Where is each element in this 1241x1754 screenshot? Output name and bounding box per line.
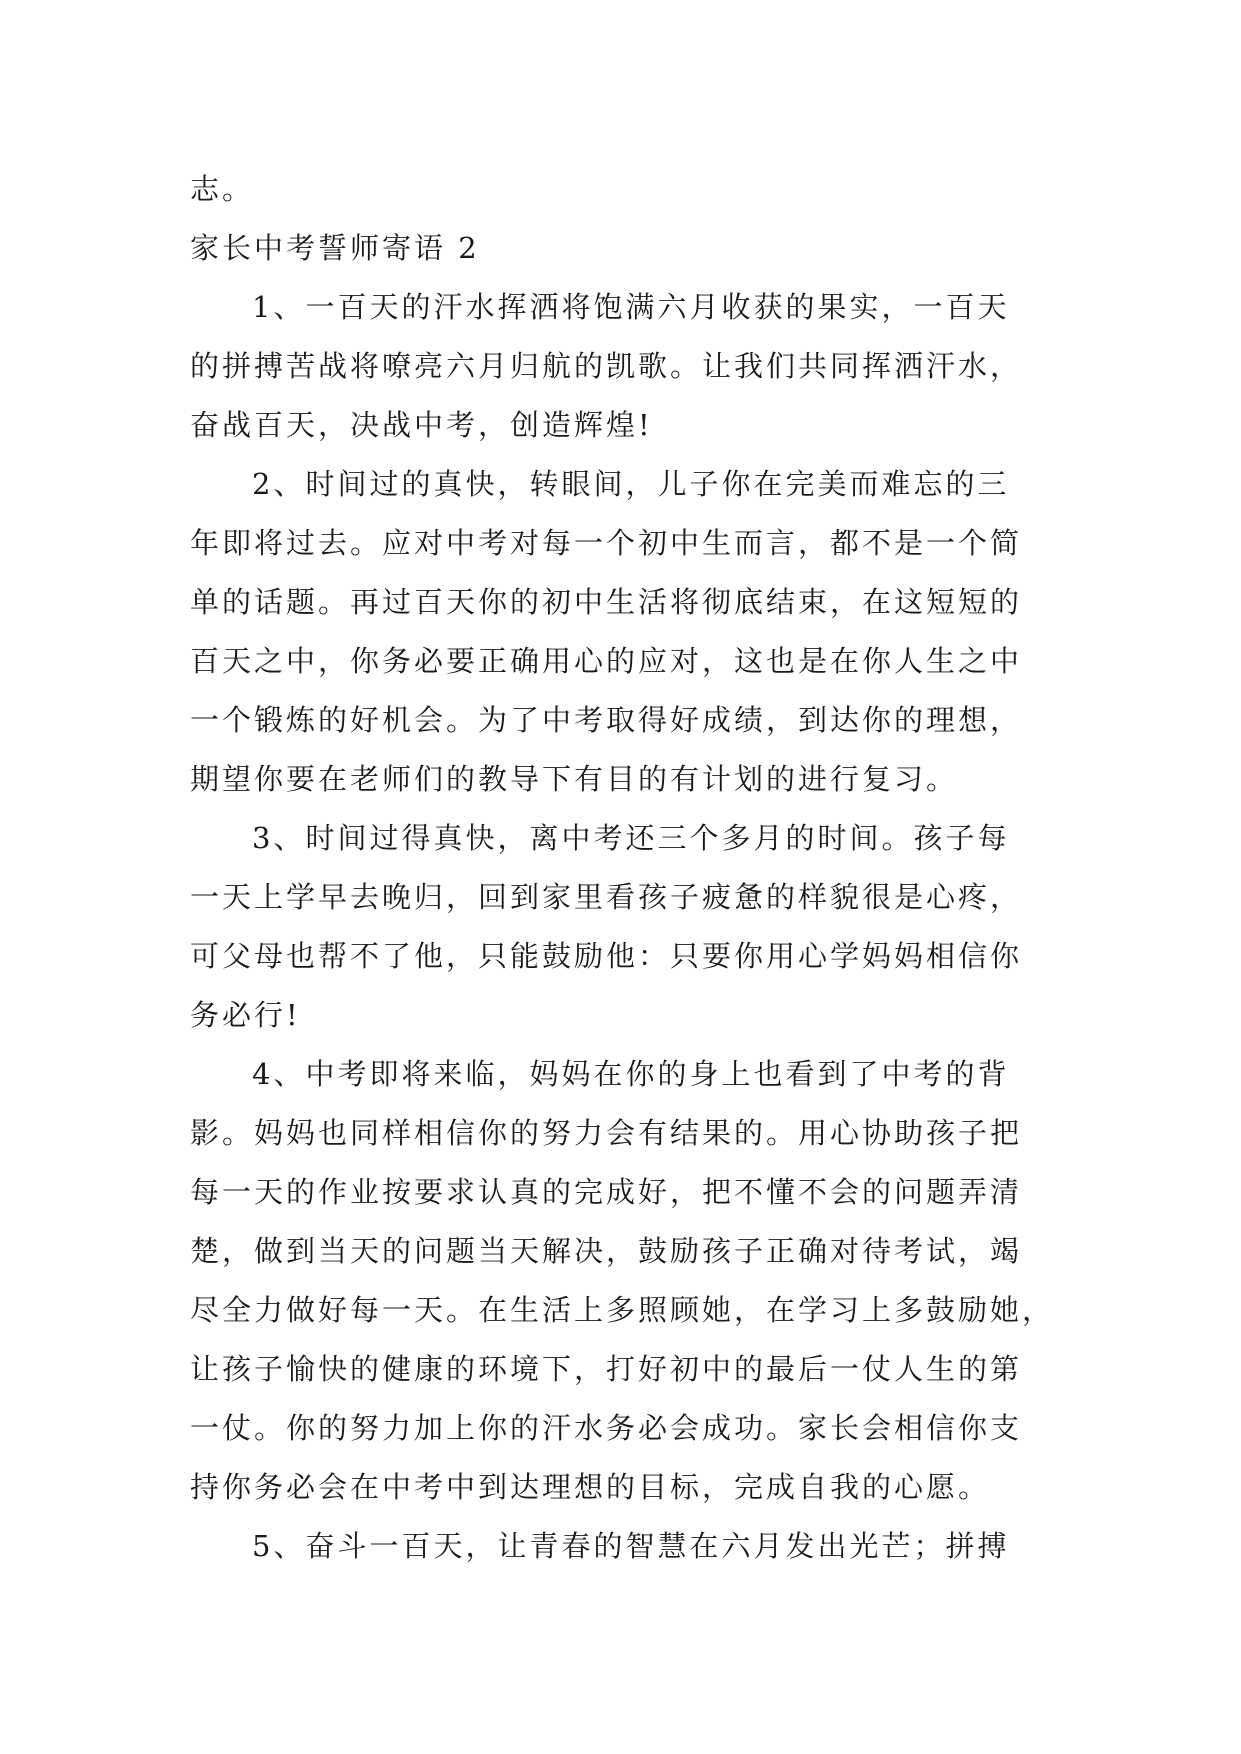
paragraph-line: 每一天的作业按要求认真的完成好，把不懂不会的问题弄清: [190, 1175, 1023, 1209]
paragraph-line: 2、时间过的真快，转眼间，儿子你在完美而难忘的三: [252, 467, 1010, 501]
paragraph-line: 单的话题。再过百天你的初中生活将彻底结束，在这短短的: [190, 585, 1023, 619]
paragraph-line: 一个锻炼的好机会。为了中考取得好成绩，到达你的理想，: [190, 703, 1023, 737]
paragraph-2: [190, 455, 1050, 809]
paragraph-line: 1、一百天的汗水挥洒将饱满六月收获的果实，一百天: [252, 290, 1010, 324]
paragraph-line: 5、奋斗一百天，让青春的智慧在六月发出光芒；拼搏: [252, 1529, 1010, 1563]
paragraph-3: [190, 809, 1050, 1045]
paragraph-line: 奋战百天，决战中考，创造辉煌!: [190, 408, 653, 442]
paragraph-4: [190, 1045, 1055, 1517]
paragraph-line: 可父母也帮不了他，只能鼓励他：只要你用心学妈妈相信你: [190, 939, 1023, 973]
paragraph-line: 一天上学早去晚归，回到家里看孩子疲惫的样貌很是心疼，: [190, 880, 1023, 914]
paragraph-line: 让孩子愉快的健康的环境下，打好初中的最后一仗人生的第: [190, 1352, 1023, 1386]
document-page: [190, 160, 1055, 1576]
paragraph-line: 楚，做到当天的问题当天解决，鼓励孩子正确对待考试，竭: [190, 1234, 1023, 1268]
paragraph-line: 务必行!: [190, 998, 301, 1032]
paragraph-1: [190, 278, 1050, 455]
paragraph-line: 3、时间过得真快，离中考还三个多月的时间。孩子每: [252, 821, 1010, 855]
paragraph-5: [190, 1517, 1050, 1576]
paragraph-line: 百天之中，你务必要正确用心的应对，这也是在你人生之中: [190, 644, 1023, 678]
paragraph-line: 影。妈妈也同样相信你的努力会有结果的。用心协助孩子把: [190, 1116, 1023, 1150]
paragraph-line: 的拼搏苦战将嘹亮六月归航的凯歌。让我们共同挥洒汗水，: [190, 349, 1023, 383]
carry-over-line: 志。: [190, 172, 255, 206]
paragraph-line: 年即将过去。应对中考对每一个初中生而言，都不是一个简: [190, 526, 1023, 560]
paragraph-line: 期望你要在老师们的教导下有目的有计划的进行复习。: [190, 762, 959, 796]
paragraph-line: 一仗。你的努力加上你的汗水务必会成功。家长会相信你支: [190, 1411, 1023, 1445]
paragraph-line: 尽全力做好每一天。在生活上多照顾她，在学习上多鼓励她，: [190, 1293, 1055, 1327]
paragraph-line: 4、中考即将来临，妈妈在你的身上也看到了中考的背: [252, 1057, 1010, 1091]
section-heading: 家长中考誓师寄语 2: [190, 231, 480, 265]
paragraph-line: 持你务必会在中考中到达理想的目标，完成自我的心愿。: [190, 1470, 991, 1504]
